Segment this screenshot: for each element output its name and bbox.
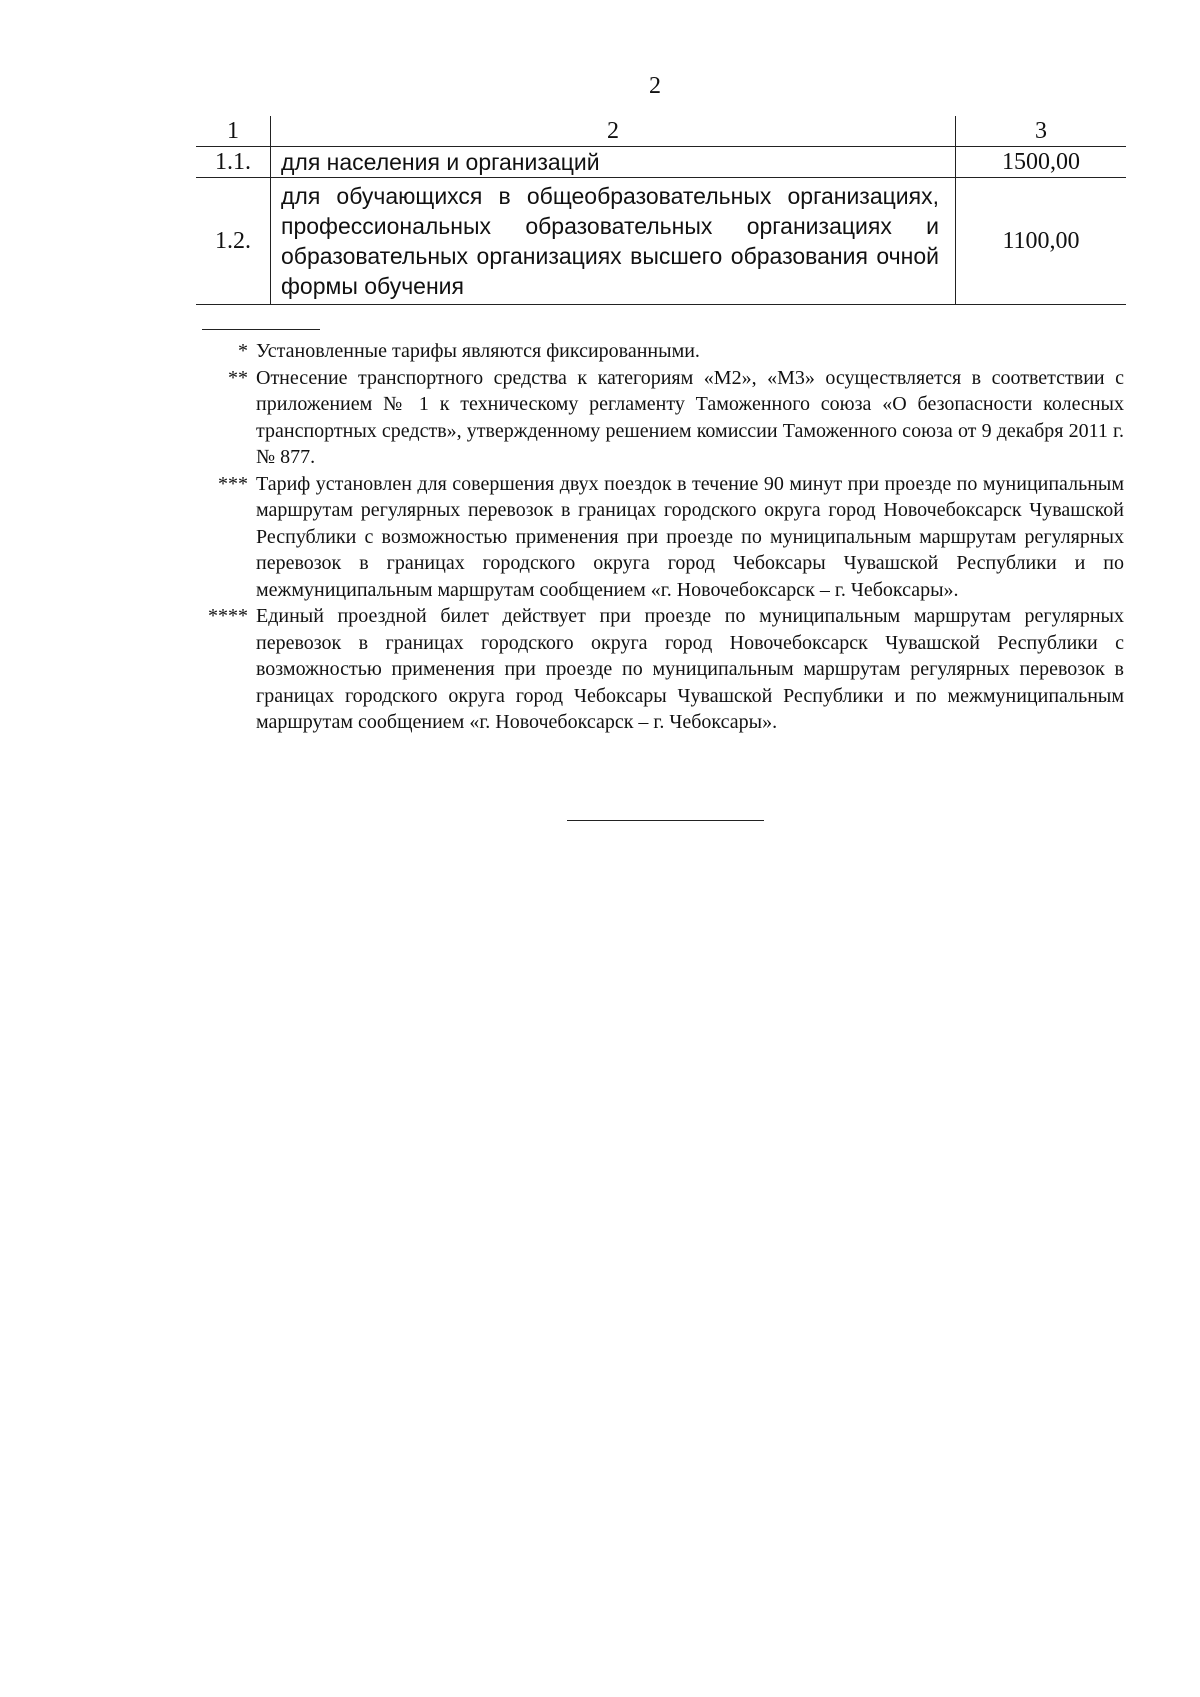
footnote	[196, 603, 1124, 736]
row-number: 1.1.	[196, 147, 271, 178]
footnote-text: Тариф установлен для совершения двух поездок в течение 90 минут при проезде по муниципальным маршрутам регулярных перевозок в границах городского округа город Новочебоксарск Чувашской Республики с возможностью применения при проезде по муниципальным маршрутам регулярных перевозок в границах городского округа город Чебоксары Чувашской Республики и по межмуниципальным маршрутам сообщением «г. Новочебоксарск – г. Чебоксары».	[256, 472, 1124, 601]
footnote-mark: ***	[218, 472, 248, 495]
footnote-mark: ****	[208, 605, 248, 627]
footnote-text: Установленные тарифы являются фиксированными.	[256, 340, 700, 362]
row-description: для обучающихся в общеобразовательных организациях, профессиональных образовательных организациях и образовательных организациях высшего образования очной формы обучения	[271, 178, 956, 305]
footnotes	[196, 338, 1124, 736]
table-row	[196, 178, 1126, 305]
footnote-mark: *	[238, 340, 248, 362]
header-cell-2: 2	[271, 116, 956, 147]
footnote	[196, 365, 1124, 471]
row-description: для населения и организаций	[271, 147, 956, 178]
header-cell-3: 3	[956, 116, 1127, 147]
footnote	[196, 471, 1124, 604]
footnote	[196, 338, 1124, 365]
row-number: 1.2.	[196, 178, 271, 305]
header-cell-1: 1	[196, 116, 271, 147]
row-value: 1100,00	[956, 178, 1127, 305]
tariff-table	[196, 116, 1126, 305]
footnote-separator	[202, 329, 320, 330]
footnote-text: Отнесение транспортного средства к категориям «М2», «М3» осуществляется в соответствии с приложением № 1 к техническому регламенту Таможенного союза «О безопасности колесных транспортных средств», утвержденному решением комиссии Таможенного союза от 9 декабря 2011 г. № 877.	[256, 366, 1124, 468]
row-value: 1500,00	[956, 147, 1127, 178]
page-number: 2	[649, 73, 661, 99]
end-separator	[567, 820, 764, 821]
footnote-mark: **	[228, 366, 248, 389]
table-row	[196, 147, 1126, 178]
footnote-text: Единый проездной билет действует при проезде по муниципальным маршрутам регулярных перевозок в границах городского округа город Новочебоксарск Чувашской Республики с возможностью применения при проезде по муниципальным маршрутам регулярных перевозок в границах городского округа город Чебоксары Чувашской Республики и по межмуниципальным маршрутам сообщением «г. Новочебоксарск – г. Чебоксары».	[256, 605, 1124, 733]
table-header-row	[196, 116, 1126, 147]
